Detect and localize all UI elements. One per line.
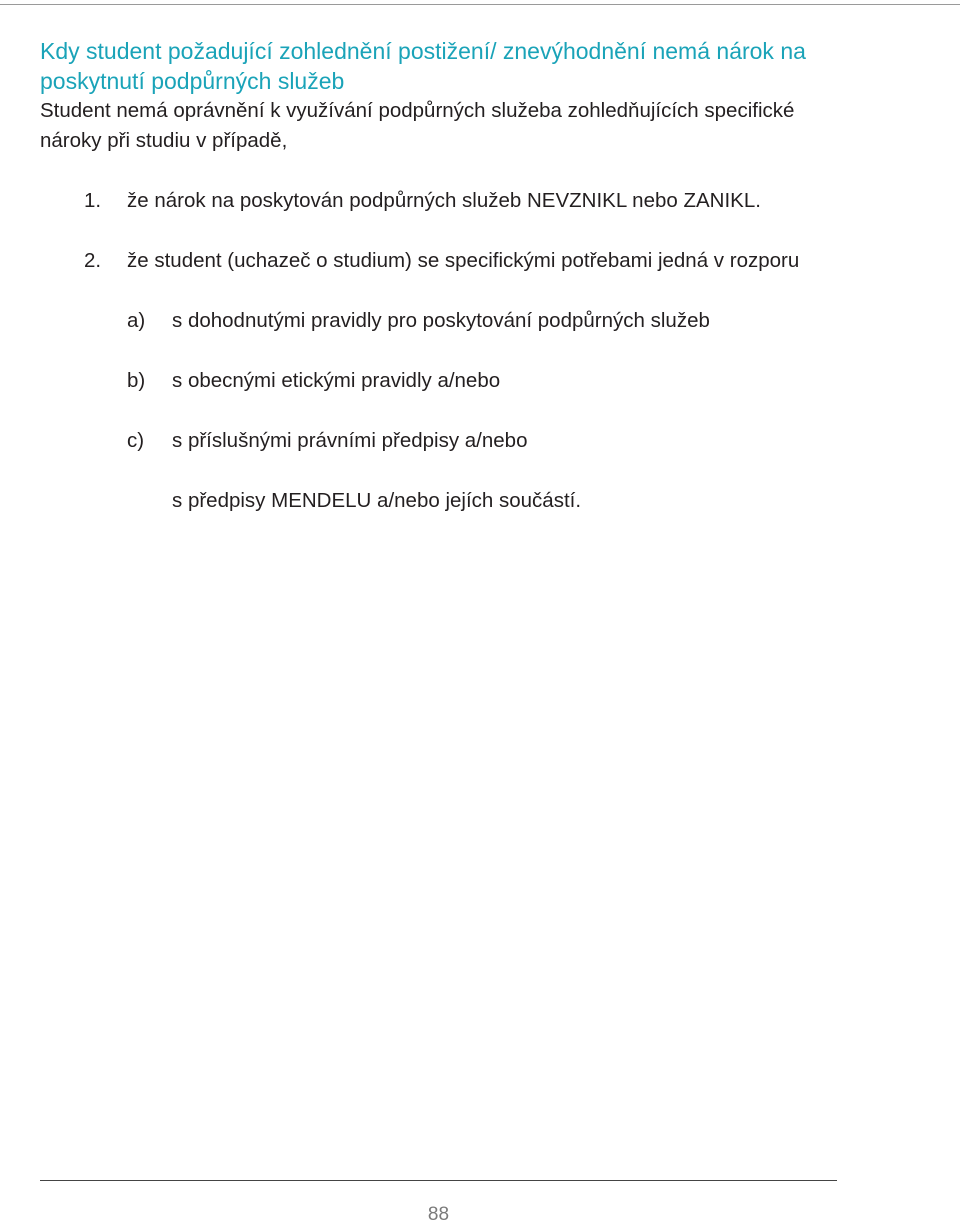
sub-item-c-text: s příslušnými právními předpisy a/nebo bbox=[172, 429, 528, 452]
top-rule bbox=[0, 4, 960, 5]
list-item-1-text: že nárok na poskytován podpůrných služeb NEVZNIKL nebo ZANIKL. bbox=[127, 189, 761, 212]
sub-item-b-text: s obecnými etickými pravidly a/nebo bbox=[172, 369, 501, 392]
list-marker-1: 1. bbox=[84, 189, 102, 212]
sub-marker-b: b) bbox=[127, 369, 146, 392]
list-item-1 bbox=[40, 186, 840, 216]
sub-item-continuation: s předpisy MENDELU a/nebo jejích součástí. bbox=[172, 489, 582, 512]
list-item-2 bbox=[40, 246, 840, 276]
list-item-2-text: že student (uchazeč o studium) se specifickými potřebami jedná v rozporu bbox=[127, 249, 800, 272]
page-number: 88 bbox=[427, 1204, 450, 1225]
sub-marker-c: c) bbox=[127, 429, 145, 452]
footer-rule bbox=[40, 1180, 837, 1181]
section-heading: Kdy student požadující zohlednění postižení/ znevýhodnění nemá nárok na poskytnutí podpůrných služeb bbox=[40, 38, 806, 94]
sub-item-a bbox=[40, 306, 840, 336]
sub-item-c bbox=[40, 426, 840, 456]
sub-item-b bbox=[40, 366, 840, 396]
sub-marker-a: a) bbox=[127, 309, 146, 332]
sub-item-a-text: s dohodnutými pravidly pro poskytování podpůrných služeb bbox=[172, 309, 710, 332]
page-content bbox=[40, 36, 840, 516]
list-marker-2: 2. bbox=[84, 249, 102, 272]
intro-paragraph: Student nemá oprávnění k využívání podpůrných služeba zohledňujících specifické nároky při studiu v případě, bbox=[40, 99, 795, 152]
